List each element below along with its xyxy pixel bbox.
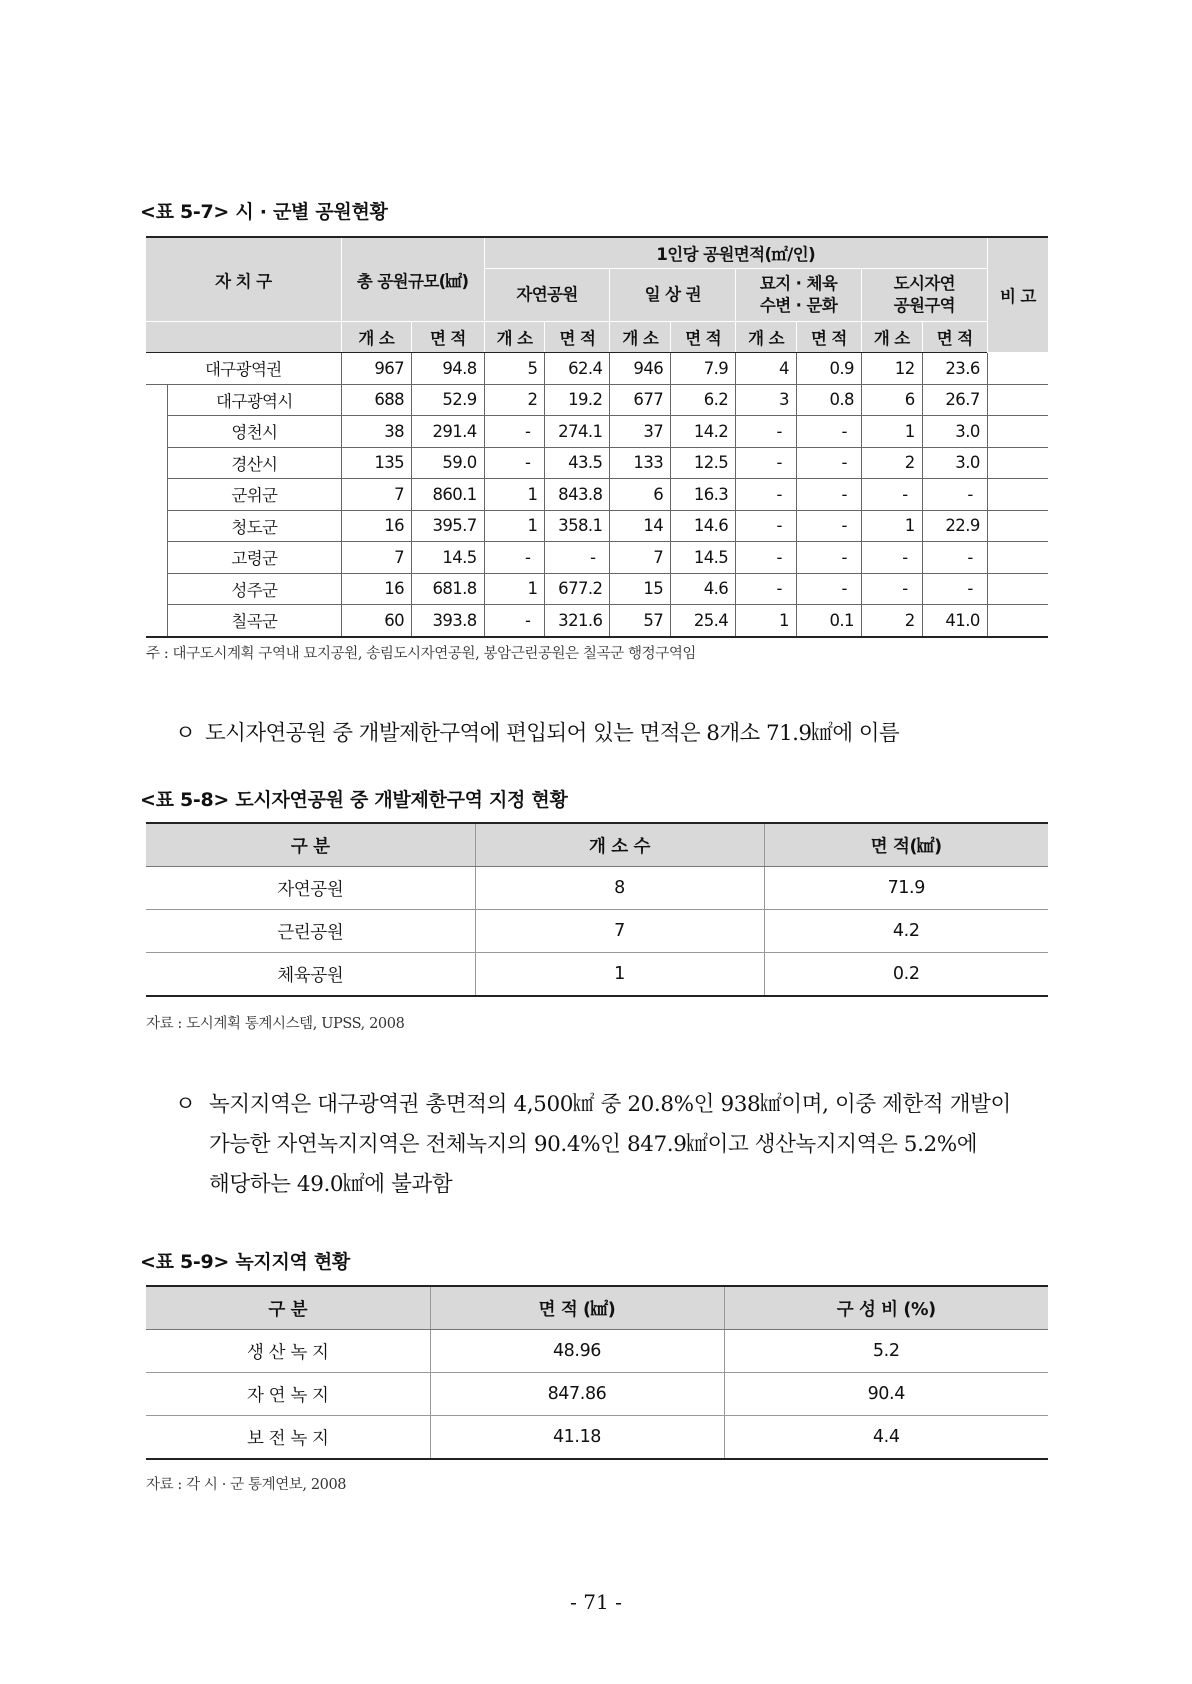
table-cell: 38 bbox=[341, 416, 411, 448]
bullet-icon: ㅇ bbox=[175, 721, 196, 746]
region-name: 군위군 bbox=[168, 479, 341, 511]
table-cell: - bbox=[736, 542, 797, 574]
table-row bbox=[146, 353, 1048, 385]
table-cell: 41.18 bbox=[430, 1416, 724, 1460]
table-cell: 843.8 bbox=[545, 479, 610, 511]
paragraph-1 bbox=[175, 716, 899, 747]
table-cell: 59.0 bbox=[412, 447, 485, 479]
table-cell: 71.9 bbox=[764, 867, 1048, 910]
table-cell: 1 bbox=[484, 479, 545, 511]
indent-spacer bbox=[146, 384, 168, 416]
header-category: 구 분 bbox=[146, 1286, 430, 1330]
table-cell: 2 bbox=[861, 447, 922, 479]
table-cell: 12.5 bbox=[671, 447, 736, 479]
table-row bbox=[146, 384, 1048, 416]
table-cell: 0.2 bbox=[764, 953, 1048, 997]
table-cell: 5.2 bbox=[724, 1330, 1048, 1373]
table-cell: 체육공원 bbox=[146, 953, 475, 997]
table-cell: 생 산 녹 지 bbox=[146, 1330, 430, 1373]
table-cell: 2 bbox=[861, 605, 922, 637]
park-status-table bbox=[146, 236, 1048, 638]
table-cell: 57 bbox=[610, 605, 671, 637]
region-name: 경산시 bbox=[168, 447, 341, 479]
table-cell: 3 bbox=[736, 384, 797, 416]
header-per-capita: 1인당 공원면적(㎡/인) bbox=[484, 237, 987, 269]
table-cell: 60 bbox=[341, 605, 411, 637]
header-area: 면 적 bbox=[412, 322, 485, 353]
table-row bbox=[146, 416, 1048, 448]
table-cell: 16 bbox=[341, 510, 411, 542]
remarks-cell bbox=[987, 384, 1048, 416]
remarks-cell bbox=[987, 447, 1048, 479]
table-cell: 1 bbox=[861, 416, 922, 448]
table-cell: 133 bbox=[610, 447, 671, 479]
table-cell: 62.4 bbox=[545, 353, 610, 385]
header-count: 개 소 bbox=[736, 322, 797, 353]
table-cell: - bbox=[484, 605, 545, 637]
region-name: 대구광역시 bbox=[168, 384, 341, 416]
table-5-9-source: 자료 : 각 시 · 군 통계연보, 2008 bbox=[146, 1477, 347, 1493]
table-cell: 5 bbox=[484, 353, 545, 385]
header-count: 개 소 bbox=[484, 322, 545, 353]
table-cell: 37 bbox=[610, 416, 671, 448]
table-cell: 41.0 bbox=[922, 605, 987, 637]
table-row bbox=[146, 479, 1048, 511]
table-cell: 자 연 녹 지 bbox=[146, 1373, 430, 1416]
table-cell: 14.5 bbox=[412, 542, 485, 574]
header-daily-zone: 일 상 권 bbox=[610, 269, 736, 322]
remarks-cell bbox=[987, 353, 1048, 385]
indent-spacer bbox=[146, 510, 168, 542]
header-remarks: 비 고 bbox=[987, 237, 1048, 353]
header-area: 면 적 (㎢) bbox=[430, 1286, 724, 1330]
table-cell: - bbox=[796, 542, 861, 574]
remarks-cell bbox=[987, 542, 1048, 574]
table-5-8-caption: <표 5-8> 도시자연공원 중 개발제한구역 지정 현황 bbox=[140, 789, 568, 811]
table-cell: - bbox=[545, 542, 610, 574]
indent-spacer bbox=[146, 447, 168, 479]
table-cell: 7 bbox=[341, 479, 411, 511]
table-cell: 12 bbox=[861, 353, 922, 385]
table-cell: - bbox=[861, 542, 922, 574]
table-cell: 7 bbox=[341, 542, 411, 574]
table-cell: 4.4 bbox=[724, 1416, 1048, 1460]
table-cell: 43.5 bbox=[545, 447, 610, 479]
table-cell: 94.8 bbox=[412, 353, 485, 385]
header-count: 개 소 수 bbox=[475, 823, 764, 867]
table-cell: 1 bbox=[484, 573, 545, 605]
table-cell: - bbox=[922, 542, 987, 574]
table-cell: 0.1 bbox=[796, 605, 861, 637]
table-cell: 6 bbox=[610, 479, 671, 511]
table-cell: - bbox=[736, 416, 797, 448]
table-row bbox=[146, 573, 1048, 605]
table-cell: 6.2 bbox=[671, 384, 736, 416]
table-cell: 15 bbox=[610, 573, 671, 605]
table-cell: 16.3 bbox=[671, 479, 736, 511]
table-cell: - bbox=[922, 479, 987, 511]
table-cell: 7 bbox=[610, 542, 671, 574]
table-5-7-caption: <표 5-7> 시 · 군별 공원현황 bbox=[140, 201, 388, 223]
table-cell: 26.7 bbox=[922, 384, 987, 416]
region-name: 고령군 bbox=[168, 542, 341, 574]
table-cell: 681.8 bbox=[412, 573, 485, 605]
table-5-7-note: 주 : 대구도시계획 구역내 묘지공원, 송림도시자연공원, 봉암근린공원은 칠곡군 행정구역임 bbox=[146, 646, 697, 662]
table-cell: 3.0 bbox=[922, 416, 987, 448]
table-cell: 14.2 bbox=[671, 416, 736, 448]
table-cell: 23.6 bbox=[922, 353, 987, 385]
table-cell: 0.8 bbox=[796, 384, 861, 416]
table-cell: 860.1 bbox=[412, 479, 485, 511]
table-cell: 967 bbox=[341, 353, 411, 385]
header-cemetery-sports: 묘지 · 체육 수변 · 문화 bbox=[736, 269, 862, 322]
table-cell: - bbox=[796, 447, 861, 479]
table-cell: 근린공원 bbox=[146, 910, 475, 953]
region-name: 성주군 bbox=[168, 573, 341, 605]
table-cell: 8 bbox=[475, 867, 764, 910]
table-cell: 0.9 bbox=[796, 353, 861, 385]
header-empty bbox=[146, 322, 341, 353]
table-cell: 946 bbox=[610, 353, 671, 385]
table-cell: 14 bbox=[610, 510, 671, 542]
table-cell: 291.4 bbox=[412, 416, 485, 448]
table-cell: 393.8 bbox=[412, 605, 485, 637]
table-cell: 1 bbox=[484, 510, 545, 542]
greenbelt-park-table bbox=[146, 822, 1048, 997]
table-cell: 3.0 bbox=[922, 447, 987, 479]
indent-spacer bbox=[146, 605, 168, 637]
table-cell: 48.96 bbox=[430, 1330, 724, 1373]
table-cell: 19.2 bbox=[545, 384, 610, 416]
table-cell: - bbox=[736, 510, 797, 542]
table-cell: - bbox=[736, 479, 797, 511]
table-cell: - bbox=[796, 510, 861, 542]
table-cell: 6 bbox=[861, 384, 922, 416]
bullet-icon: ㅇ bbox=[175, 1092, 196, 1117]
paragraph-2 bbox=[175, 1085, 1055, 1205]
remarks-cell bbox=[987, 605, 1048, 637]
remarks-cell bbox=[987, 479, 1048, 511]
table-cell: - bbox=[922, 573, 987, 605]
table-row bbox=[146, 447, 1048, 479]
table-cell: 321.6 bbox=[545, 605, 610, 637]
region-name: 청도군 bbox=[168, 510, 341, 542]
header-category: 구 분 bbox=[146, 823, 475, 867]
table-cell: - bbox=[736, 447, 797, 479]
table-cell: 4.6 bbox=[671, 573, 736, 605]
table-row bbox=[146, 542, 1048, 574]
remarks-cell bbox=[987, 573, 1048, 605]
header-ratio: 구 성 비 (%) bbox=[724, 1286, 1048, 1330]
table-cell: 1 bbox=[861, 510, 922, 542]
header-urban-natural: 도시자연 공원구역 bbox=[861, 269, 987, 322]
table-cell: 395.7 bbox=[412, 510, 485, 542]
table-cell: 7.9 bbox=[671, 353, 736, 385]
table-cell: - bbox=[796, 416, 861, 448]
indent-spacer bbox=[146, 542, 168, 574]
header-count: 개 소 bbox=[341, 322, 411, 353]
table-cell: 14.6 bbox=[671, 510, 736, 542]
table-cell: - bbox=[484, 542, 545, 574]
region-name: 대구광역권 bbox=[146, 353, 341, 385]
page-number: - 71 - bbox=[570, 1590, 622, 1614]
paragraph-2-line-1: 녹지지역은 대구광역권 총면적의 4,500㎢ 중 20.8%인 938㎢이며, 이중 제한적 개발이 bbox=[209, 1092, 1011, 1117]
table-cell: 90.4 bbox=[724, 1373, 1048, 1416]
header-area: 면 적(㎢) bbox=[764, 823, 1048, 867]
table-cell: 2 bbox=[484, 384, 545, 416]
table-cell: - bbox=[484, 416, 545, 448]
table-cell: 677 bbox=[610, 384, 671, 416]
table-cell: 135 bbox=[341, 447, 411, 479]
indent-spacer bbox=[146, 479, 168, 511]
table-cell: - bbox=[861, 479, 922, 511]
table-cell: - bbox=[796, 479, 861, 511]
table-cell: 52.9 bbox=[412, 384, 485, 416]
table-cell: 4.2 bbox=[764, 910, 1048, 953]
table-cell: 847.86 bbox=[430, 1373, 724, 1416]
region-name: 영천시 bbox=[168, 416, 341, 448]
table-row bbox=[146, 510, 1048, 542]
header-area: 면 적 bbox=[671, 322, 736, 353]
table-cell: 보 전 녹 지 bbox=[146, 1416, 430, 1460]
header-total: 총 공원규모(㎢) bbox=[341, 237, 484, 322]
table-cell: 677.2 bbox=[545, 573, 610, 605]
header-area: 면 적 bbox=[922, 322, 987, 353]
table-cell: 358.1 bbox=[545, 510, 610, 542]
header-area: 면 적 bbox=[545, 322, 610, 353]
table-cell: 1 bbox=[736, 605, 797, 637]
paragraph-2-line-2: 가능한 자연녹지지역은 전체녹지의 90.4%인 847.9㎢이고 생산녹지지역은 5.2%에 bbox=[209, 1132, 978, 1157]
table-cell: 25.4 bbox=[671, 605, 736, 637]
region-name: 칠곡군 bbox=[168, 605, 341, 637]
table-cell: 688 bbox=[341, 384, 411, 416]
table-5-8-source: 자료 : 도시계획 통계시스템, UPSS, 2008 bbox=[146, 1016, 405, 1032]
table-cell: 4 bbox=[736, 353, 797, 385]
table-cell: 1 bbox=[475, 953, 764, 997]
table-5-9-caption: <표 5-9> 녹지지역 현황 bbox=[140, 1251, 350, 1273]
table-cell: - bbox=[796, 573, 861, 605]
table-row bbox=[146, 605, 1048, 637]
remarks-cell bbox=[987, 416, 1048, 448]
header-area: 면 적 bbox=[796, 322, 861, 353]
table-cell: 자연공원 bbox=[146, 867, 475, 910]
header-natural-park: 자연공원 bbox=[484, 269, 610, 322]
paragraph-1-text: 도시자연공원 중 개발제한구역에 편입되어 있는 면적은 8개소 71.9㎢에 이름 bbox=[205, 721, 900, 746]
remarks-cell bbox=[987, 510, 1048, 542]
indent-spacer bbox=[146, 573, 168, 605]
table-cell: 274.1 bbox=[545, 416, 610, 448]
table-cell: 7 bbox=[475, 910, 764, 953]
table-cell: - bbox=[484, 447, 545, 479]
header-count: 개 소 bbox=[861, 322, 922, 353]
table-cell: 22.9 bbox=[922, 510, 987, 542]
table-cell: - bbox=[861, 573, 922, 605]
green-area-table bbox=[146, 1285, 1048, 1460]
paragraph-2-line-3: 해당하는 49.0㎢에 불과함 bbox=[209, 1172, 453, 1197]
table-cell: 16 bbox=[341, 573, 411, 605]
table-cell: 14.5 bbox=[671, 542, 736, 574]
table-cell: - bbox=[736, 573, 797, 605]
header-region: 자 치 구 bbox=[146, 237, 341, 322]
indent-spacer bbox=[146, 416, 168, 448]
header-count: 개 소 bbox=[610, 322, 671, 353]
